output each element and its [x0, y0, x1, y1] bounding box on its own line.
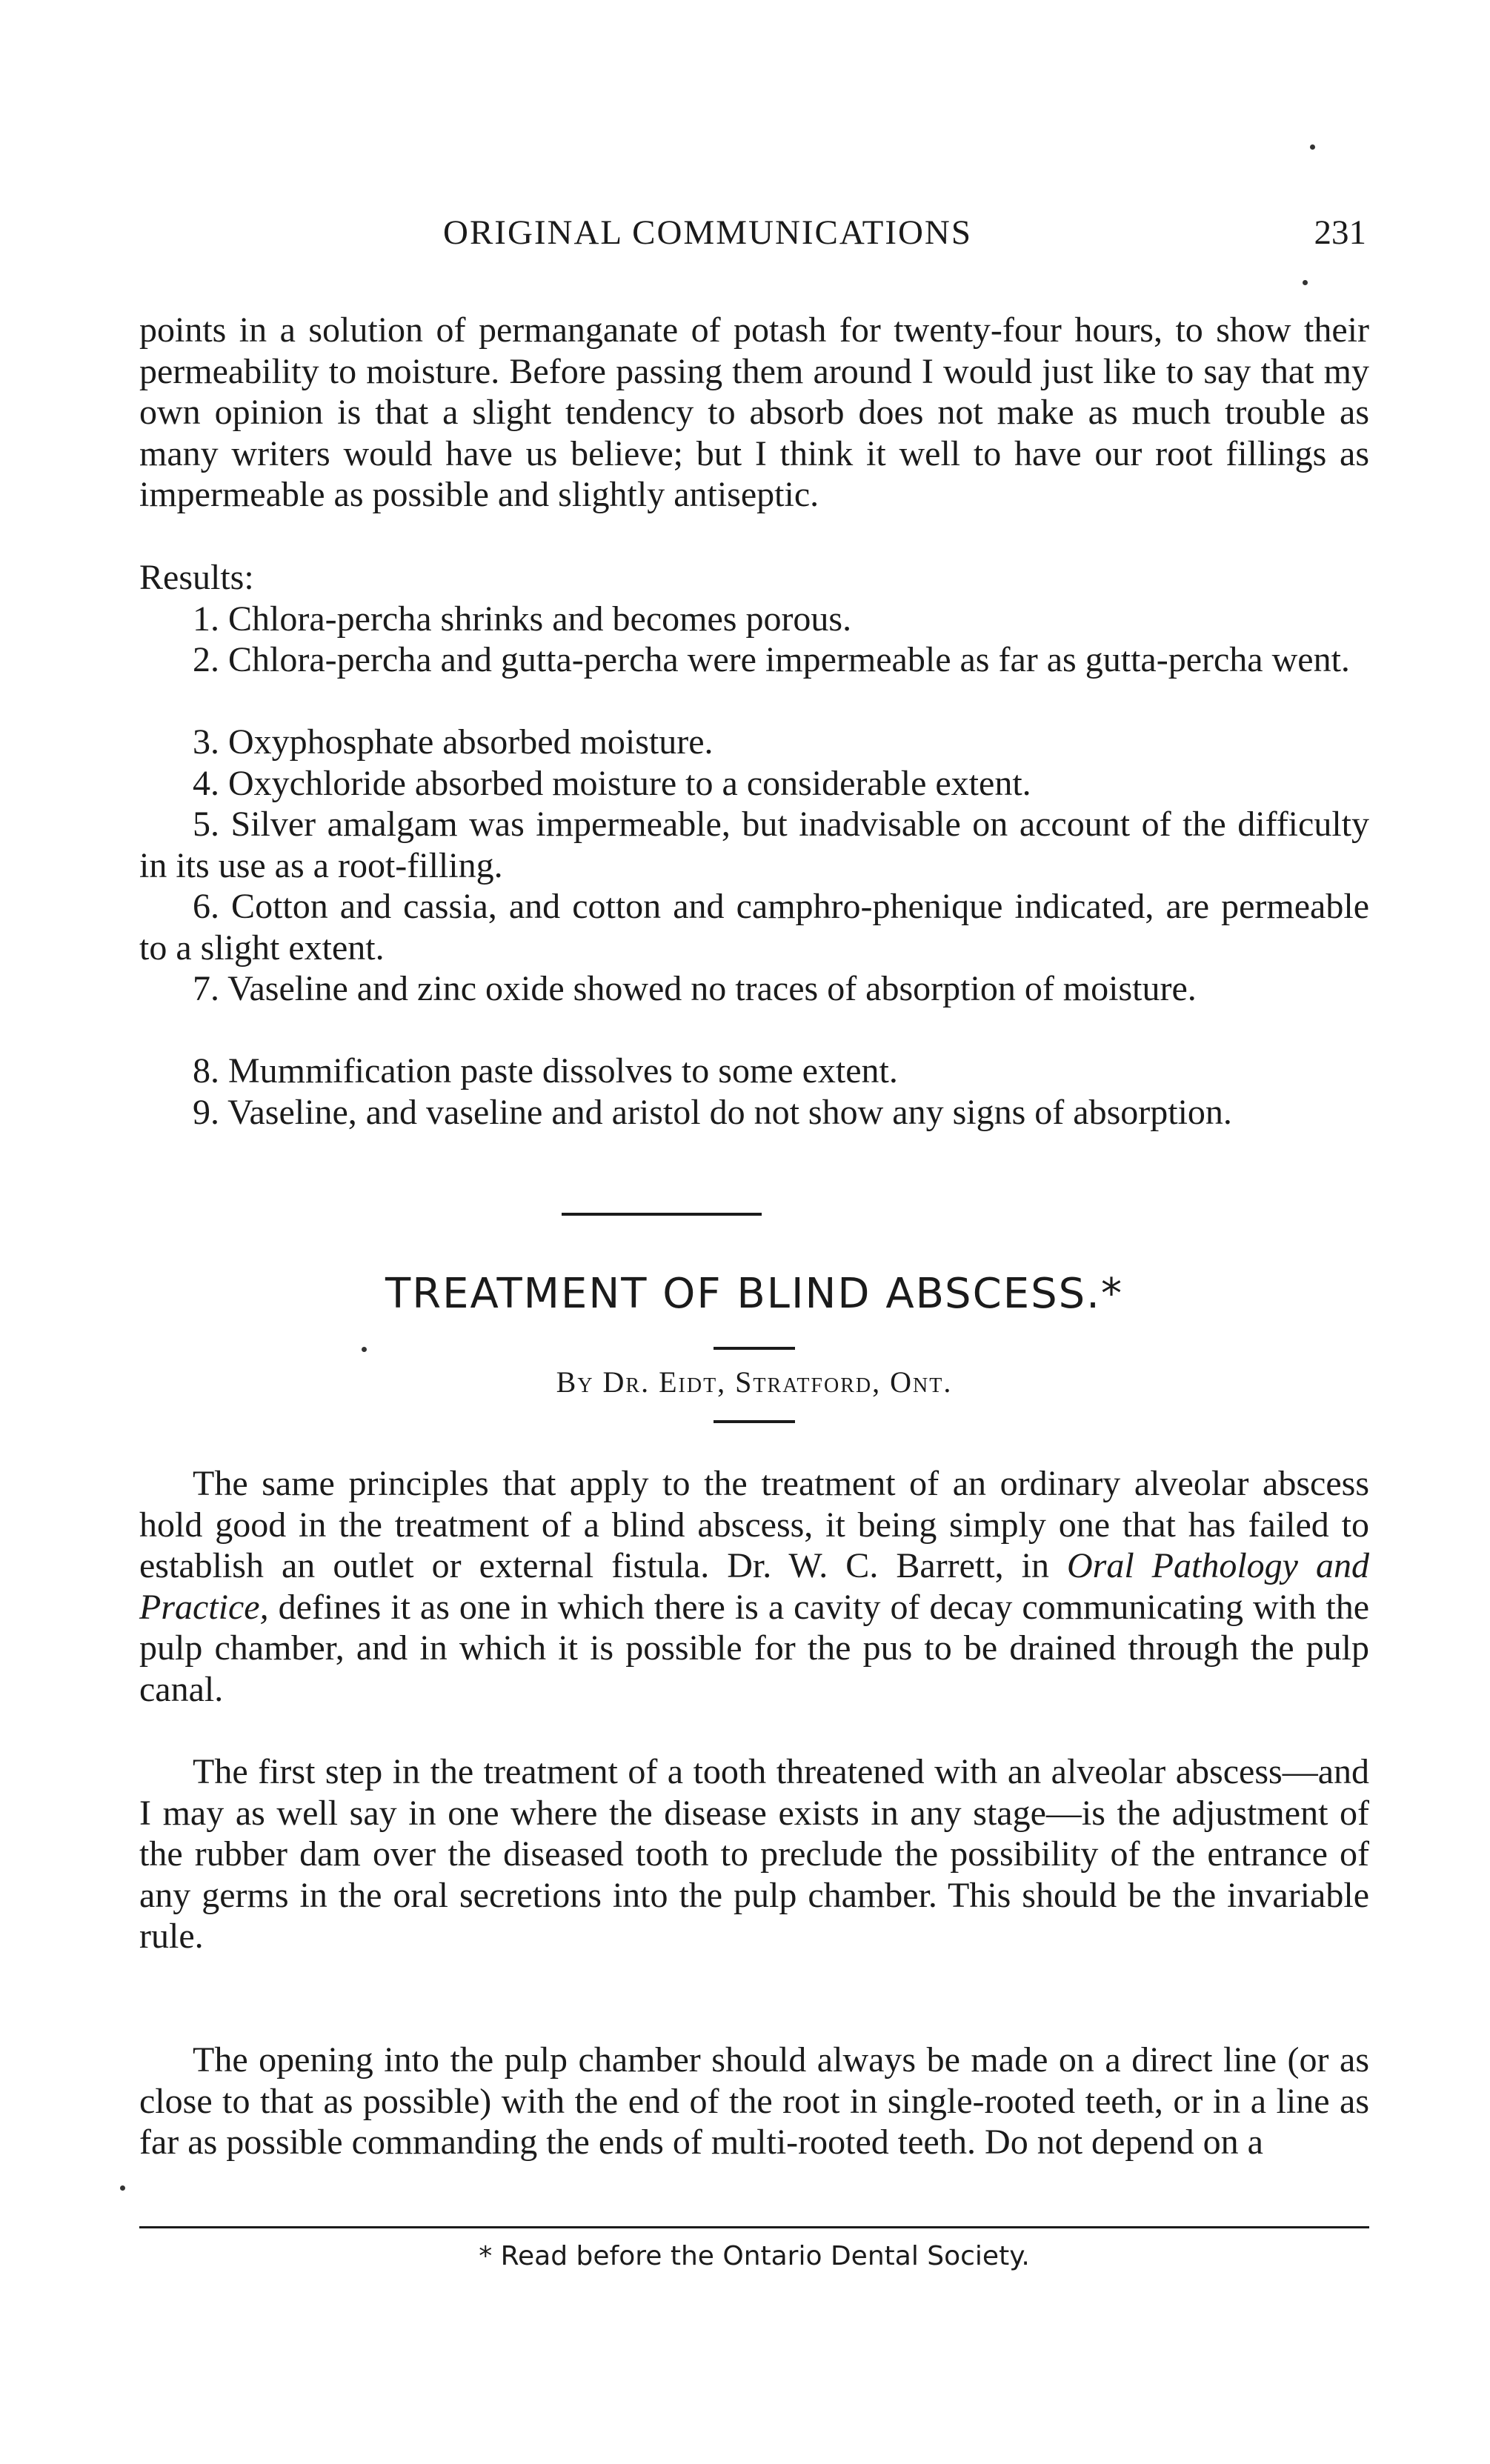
continued-paragraph: points in a solution of permanganate of potash for twenty-four hours, to show their permeability to moisture. Before passing them around I would just like to say that my own opinion is that a slight tendency to absorb does not make as much trouble as many writers would have us believe; but I think it well to have our root fillings as impermeable as possible and slightly antiseptic. — [139, 310, 1369, 514]
running-title: ORIGINAL COMMUNICATIONS — [443, 213, 973, 252]
article-title: TREATMENT OF BLIND ABSCESS.* — [385, 1270, 1123, 1318]
article-byline: By Dr. Eidt, Stratford, Ont. — [556, 1365, 953, 1399]
article-paragraph-1 — [139, 1463, 1369, 1710]
paragraph-1-continued: defines it as one in which there is a cavity of decay communicating with the pulp chamber, and in which it is possible for the pus to be drained through the pulp canal. — [139, 1587, 1369, 1709]
result-item: 9. Vaseline, and vaseline and aristol do not show any signs of absorption. — [193, 1093, 1232, 1132]
print-speck — [1303, 280, 1308, 285]
footnote: * Read before the Ontario Dental Society. — [479, 2241, 1030, 2271]
result-item: 3. Oxyphosphate absorbed moisture. — [193, 722, 714, 762]
print-speck — [362, 1347, 367, 1352]
result-item: 4. Oxychloride absorbed moisture to a considerable extent. — [193, 764, 1031, 803]
section-divider — [562, 1213, 762, 1216]
results-label: Results: — [139, 558, 254, 597]
byline-rule — [714, 1420, 795, 1423]
result-item: 1. Chlora-percha shrinks and becomes porous. — [193, 599, 852, 639]
result-item: 8. Mummification paste dissolves to some extent. — [193, 1051, 898, 1091]
result-item: 6. Cotton and cassia, and cotton and camphro-phenique indicated, are permeable to a slight extent. — [139, 887, 1369, 968]
result-item: 5. Silver amalgam was impermeable, but inadvisable on account of the difficulty in its use as a root-filling. — [139, 805, 1369, 885]
book-title: Oral Pathology and Practice, — [139, 1546, 1369, 1627]
page-number: 231 — [1314, 213, 1366, 252]
print-speck — [120, 2185, 125, 2191]
paragraph-1-text: The same principles that apply to the treatment of an ordinary alveolar abscess hold good in the treatment of a blind abscess, it being simply one that has failed to establish an outlet or external fistula. Dr. W. C. Barrett, in — [139, 1464, 1369, 1585]
article-paragraph-3: The opening into the pulp chamber should always be made on a direct line (or as close to that as possible) with the end of the root in single-rooted teeth, or in a line as far as possible commanding the ends of multi-rooted teeth. Do not depend on a — [139, 2040, 1369, 2162]
result-item: 7. Vaseline and zinc oxide showed no traces of absorption of moisture. — [193, 969, 1197, 1008]
article-paragraph-2: The first step in the treatment of a tooth threatened with an alveolar abscess—and I may as well say in one where the disease exists in any stage—is the adjustment of the rubber dam over the diseased tooth to preclude the possibility of the entrance of any germs in the oral secretions into the pulp chamber. This should be the invariable rule. — [139, 1752, 1369, 1956]
running-head — [139, 209, 1369, 256]
title-rule — [714, 1347, 795, 1350]
result-item: 2. Chlora-percha and gutta-percha were impermeable as far as gutta-percha went. — [193, 640, 1350, 679]
footnote-rule — [139, 2226, 1369, 2228]
print-speck — [1310, 144, 1315, 150]
